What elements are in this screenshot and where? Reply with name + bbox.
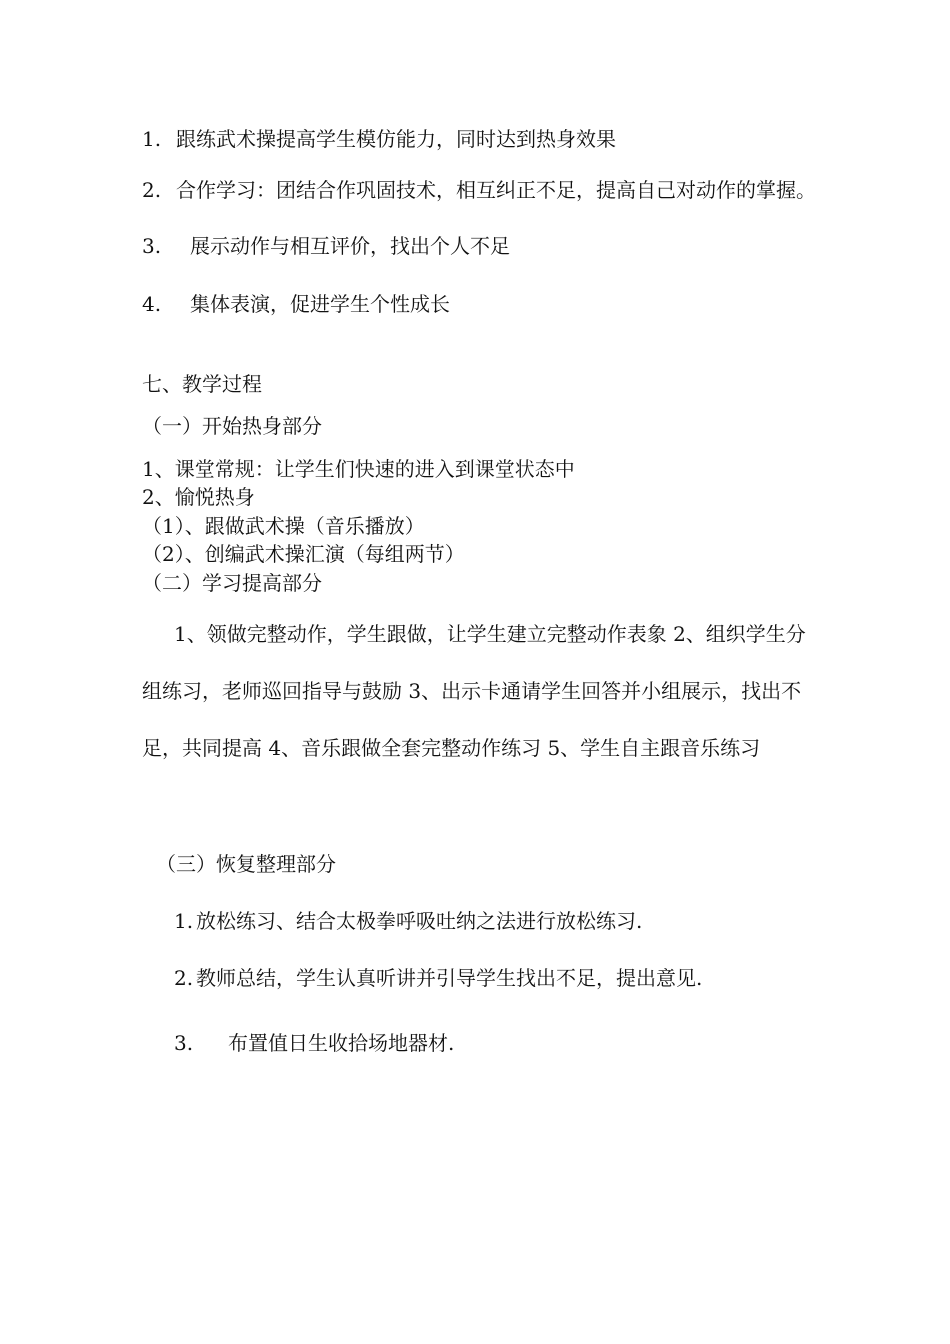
part-heading-cooldown: （三）恢复整理部分: [156, 852, 336, 876]
list-number: 2.: [142, 178, 162, 202]
list-text: 集体表演，促进学生个性成长: [190, 292, 450, 316]
list-text: 教师总结，学生认真听讲并引导学生找出不足，提出意见.: [196, 966, 703, 990]
list-text: 合作学习：团结合作巩固技术，相互纠正不足，提高自己对动作的掌握。: [176, 178, 816, 202]
list1-item-1: [142, 127, 616, 151]
learning-para-line-3: 足，共同提高 4、音乐跟做全套完整动作练习 5、学生自主跟音乐练习: [142, 736, 761, 760]
list1-item-4: [142, 292, 450, 316]
list1-item-3: [142, 234, 510, 258]
learning-para-line-2: 组练习，老师巡回指导与鼓励 3、出示卡通请学生回答并小组展示，找出不: [142, 679, 802, 703]
cooldown-item-2: [174, 966, 702, 990]
cooldown-item-3: [174, 1031, 454, 1055]
list-number: 2.: [174, 966, 194, 990]
cooldown-item-1: [174, 909, 642, 933]
list-text: 跟练武术操提高学生模仿能力，同时达到热身效果: [176, 127, 616, 151]
list-number: 1.: [142, 127, 162, 151]
warmup-item-2: 2、愉悦热身: [142, 485, 255, 509]
list-number: 4.: [142, 292, 162, 316]
list-number: 3.: [174, 1031, 194, 1055]
list1-item-2: [142, 178, 816, 202]
warmup-sub-1: （1）、跟做武术操（音乐播放）: [142, 514, 425, 538]
list-text: 放松练习、结合太极拳呼吸吐纳之法进行放松练习.: [196, 909, 643, 933]
learning-para-line-1: 1、领做完整动作，学生跟做，让学生建立完整动作表象 2、组织学生分: [174, 622, 806, 646]
list-text: 展示动作与相互评价，找出个人不足: [190, 234, 510, 258]
section-heading: 七、教学过程: [142, 372, 262, 396]
list-text: 布置值日生收拾场地器材.: [228, 1031, 455, 1055]
list-number: 1.: [174, 909, 194, 933]
list-number: 3.: [142, 234, 162, 258]
warmup-sub-2: （2）、创编武术操汇演（每组两节）: [142, 542, 465, 566]
part-heading-learning: （二）学习提高部分: [142, 571, 322, 595]
warmup-item-1: 1、课堂常规：让学生们快速的进入到课堂状态中: [142, 457, 575, 481]
part-heading-warmup: （一）开始热身部分: [142, 414, 322, 438]
